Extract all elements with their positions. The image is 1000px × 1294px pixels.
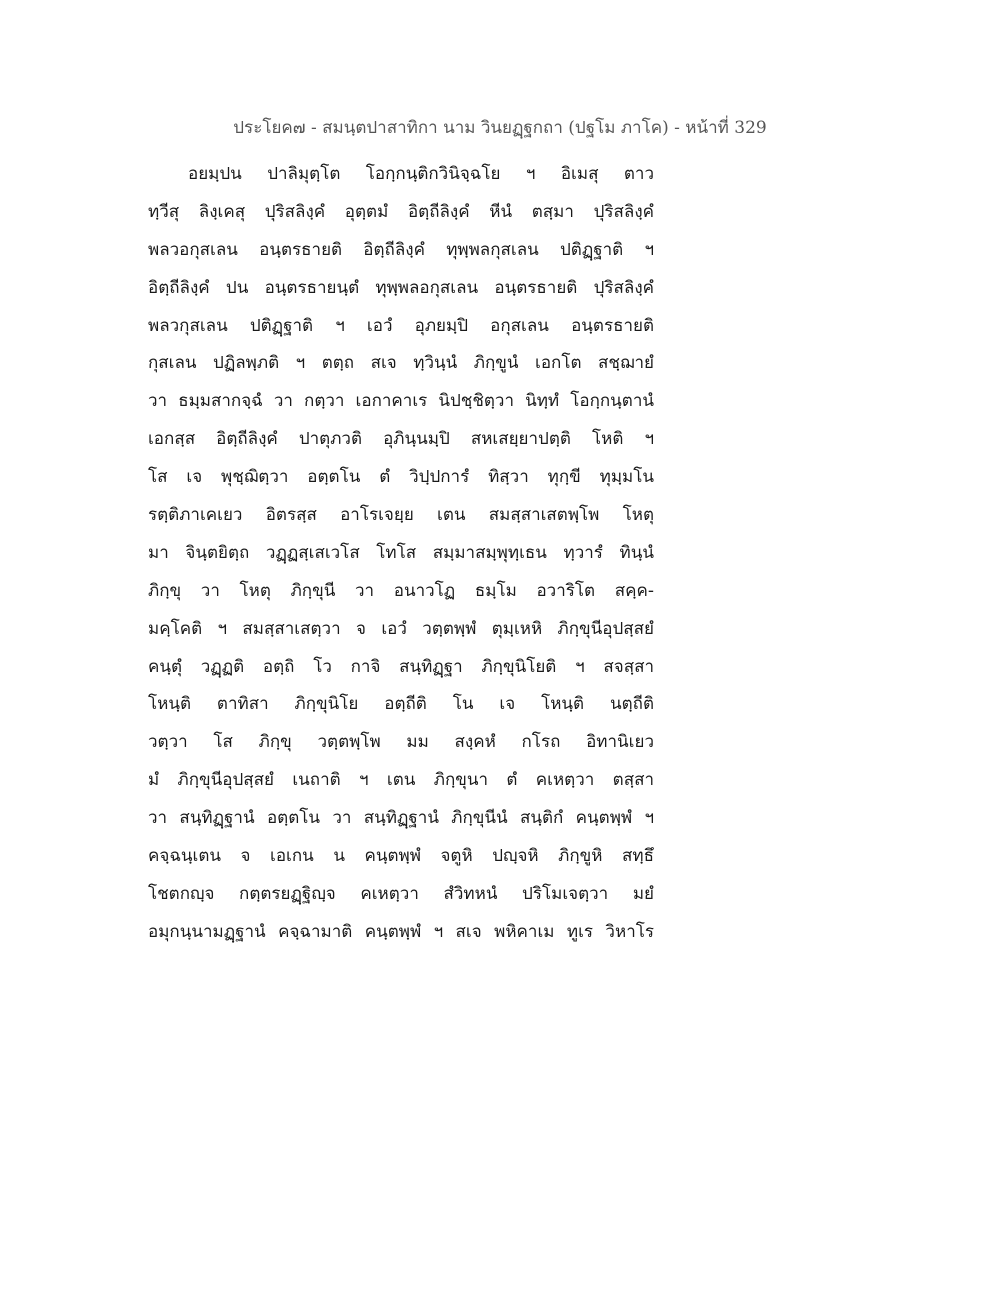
text-line-6: กุสเลน ปฏิลพฺภติ ฯ ตตฺถ สเจ ทฺวินฺนํ ภิกฺขูนํ เอกโต สชฺฌายํ: [148, 353, 654, 374]
text-line-20: โชตกญฺจ กตฺตรยฏฺฐิญฺจ คเหตฺวา สํวิทหนํ ปริโมเจตฺวา มยํ: [148, 883, 654, 904]
text-line-8: เอกสฺส อิตฺถีลิงฺคํ ปาตุภวติ อุภินฺนมฺปิ สหเสยฺยาปตฺติ โหติ ฯ: [148, 429, 654, 450]
text-line-7: วา ธมฺมสากจฺฉํ วา กตฺวา เอกาคาเร นิปชฺชิตฺวา นิทฺทํ โอกฺกนฺตานํ: [148, 391, 654, 412]
text-line-1: อยมฺปน ปาลิมุตฺโต โอกฺกนฺติกวินิจฺฉโย ฯ อิเมสุ ตาว: [188, 164, 654, 184]
text-line-9: โส เจ พุชฺฌิตฺวา อตฺตโน ตํ วิปฺปการํ ทิสฺวา ทุกฺขี ทุมฺมโน: [148, 467, 654, 488]
text-line-21: อมุกนฺนามฏฺฐานํ คจฺฉามาติ คนฺตพฺพํ ฯ สเจ พหิคาเม ทูเร วิหาโร: [148, 921, 654, 942]
text-line-17: มํ ภิกฺขุนีอุปสฺสยํ เนถาติ ฯ เตน ภิกฺขุนา ตํ คเหตฺวา ตสฺสา: [148, 770, 654, 791]
text-line-5: พลวกุสเลน ปติฏฺฐาติ ฯ เอวํ อุภยมฺปิ อกุสเลน อนฺตรธายติ: [148, 315, 654, 336]
text-line-12: ภิกฺขุ วา โหตุ ภิกฺขุนี วา อนาวโฏ ธมฺโม อวาริโต สคฺค-: [148, 580, 654, 601]
text-line-15: โหนฺติ ตาทิสา ภิกฺขุนิโย อตฺถีติ โน เจ โหนฺติ นตฺถีติ: [148, 694, 654, 715]
running-header: ประโยค๗ - สมนฺตปาสาทิกา นาม วินยฏฺฐกถา (ปฐโม ภาโค) - หน้าที่ 329: [233, 118, 767, 138]
text-line-3: พลวอกุสเลน อนฺตรธายติ อิตฺถีลิงฺคํ ทุพฺพลกุสเลน ปติฏฺฐาติ ฯ: [148, 239, 654, 260]
text-line-11: มา จินฺตยิตฺถ วฏฺฏสฺเสเวโส โทโส สมฺมาสมฺพุทฺเธน ทฺวารํ ทินฺนํ: [148, 542, 654, 563]
text-line-2: ทฺวีสุ ลิงฺเคสุ ปุริสลิงฺคํ อุตฺตมํ อิตฺถีลิงฺคํ หีนํ ตสฺมา ปุริสลิงฺคํ: [148, 201, 654, 222]
body-text: [148, 156, 654, 952]
text-line-10: รตฺติภาเคเยว อิตรสฺส อาโรเจยฺย เตน สมสฺสาเสตพฺโพ โหตุ: [148, 505, 654, 526]
text-line-13: มคฺโคติ ฯ สมสฺสาเสตฺวา จ เอวํ วตฺตพฺพํ ตุมฺเหหิ ภิกฺขุนีอุปสฺสยํ: [148, 618, 654, 639]
text-line-4: อิตฺถีลิงฺคํ ปน อนฺตรธายนฺตํ ทุพฺพลอกุสเลน อนฺตรธายติ ปุริสลิงฺคํ: [148, 277, 654, 298]
text-line-14: คนฺตุํ วฏฺฏติ อตฺถิ โว กาจิ สนฺทิฏฺฐา ภิกฺขุนิโยติ ฯ สจสฺสา: [148, 656, 654, 677]
text-line-19: คจฺฉนฺเตน จ เอเกน น คนฺตพฺพํ จตูหิ ปญฺจหิ ภิกฺขูหิ สทฺธึ: [148, 846, 654, 867]
text-line-18: วา สนฺทิฏฺฐานํ อตฺตโน วา สนฺทิฏฺฐานํ ภิกฺขุนีนํ สนฺติกํ คนฺตพฺพํ ฯ: [148, 808, 654, 829]
text-line-16: วตฺวา โส ภิกฺขุ วตฺตพฺโพ มม สงฺคหํ กโรถ อิทานิเยว: [148, 732, 654, 753]
